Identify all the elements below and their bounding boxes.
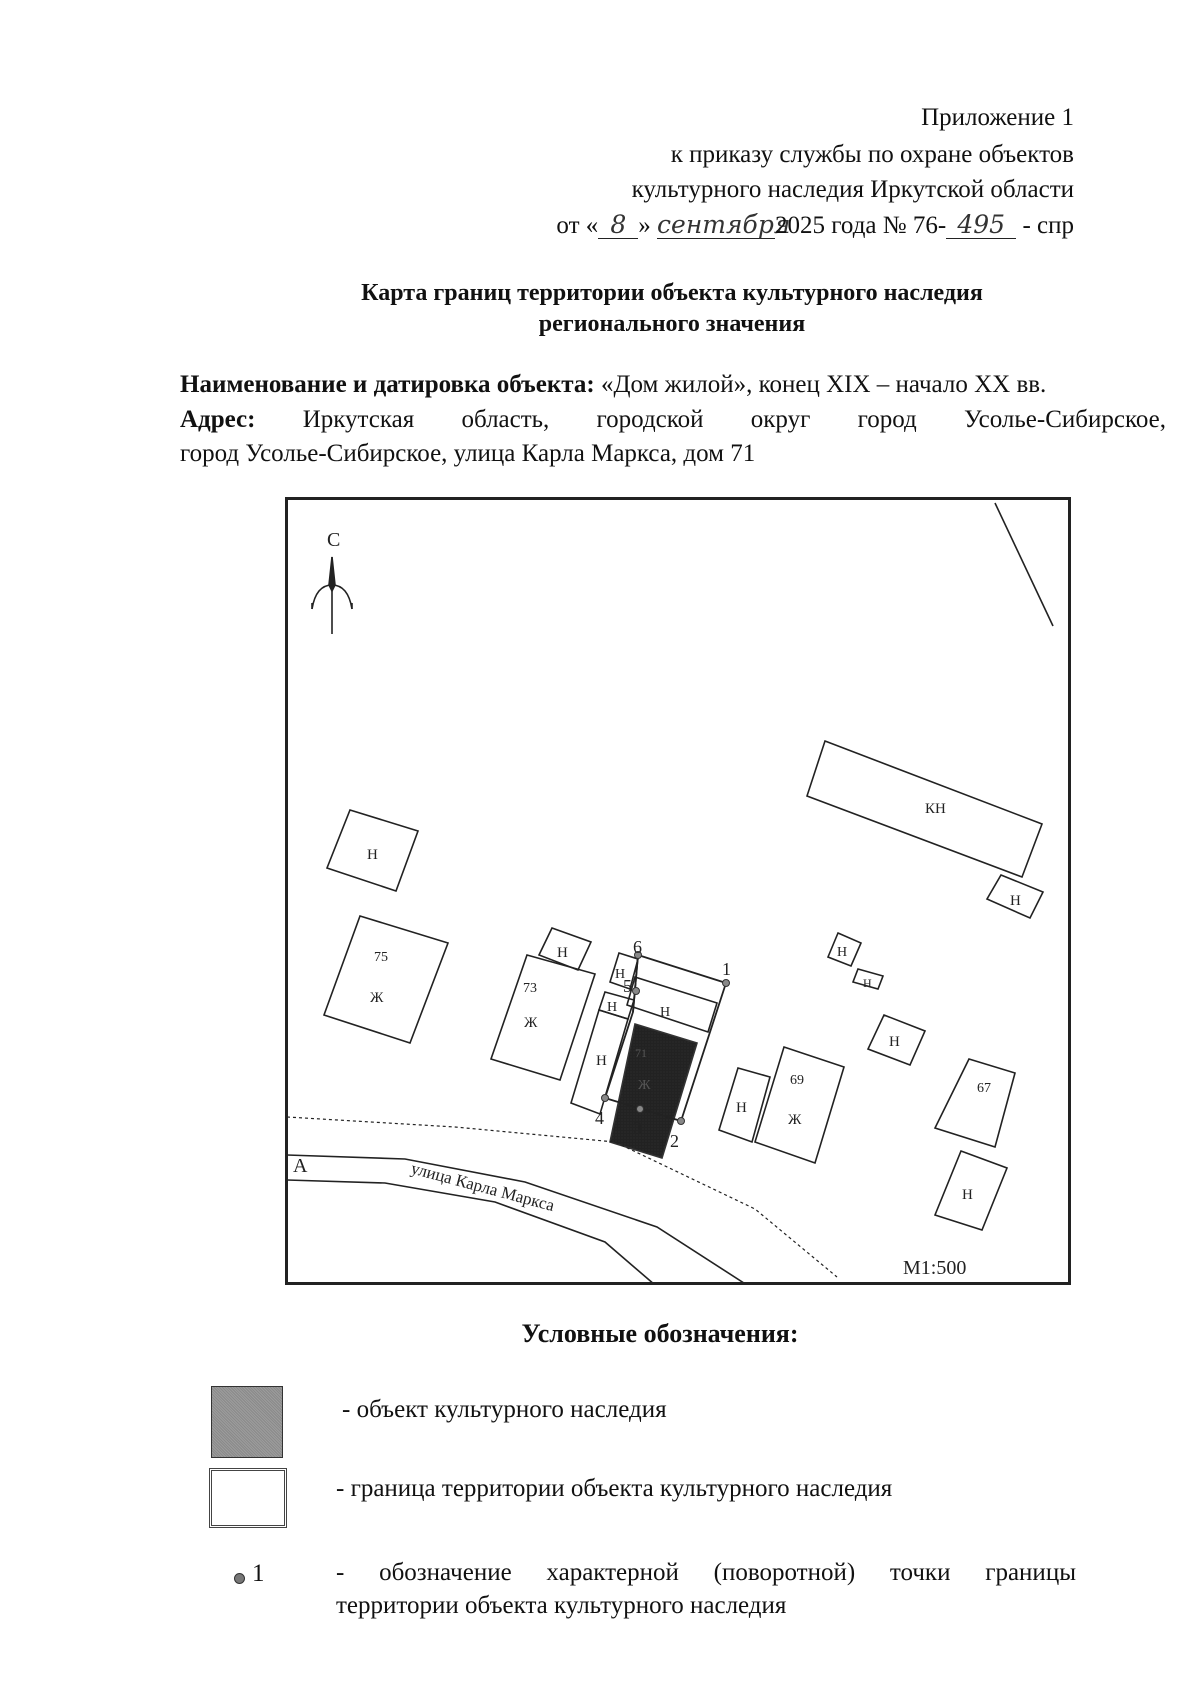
building-75	[324, 916, 448, 1043]
boundary-point-4	[602, 1095, 609, 1102]
object-address-line1	[180, 404, 1166, 436]
object-name-label: Наименование и датировка объекта:	[180, 371, 595, 398]
boundary-point-5	[633, 988, 640, 995]
building-67	[935, 1059, 1015, 1147]
building-h-11-label: Н	[736, 1100, 747, 1116]
point-label-3: 3	[633, 1118, 642, 1138]
object-name	[180, 369, 1195, 401]
building-h-9-label: Н	[863, 976, 872, 990]
map-scale: М1:500	[903, 1257, 967, 1279]
north-arrow-icon	[312, 529, 352, 634]
map-title-line1: Карта границ территории объекта культурного наследия	[361, 280, 983, 306]
legend-boundary-text: - граница территории объекта культурного наследия	[336, 1475, 893, 1502]
street-edge-lower	[287, 1180, 655, 1285]
date-year: 2025 года № 76-	[775, 212, 947, 239]
building-h-5-label: Н	[607, 1000, 618, 1015]
north-label: С	[327, 529, 341, 551]
building-67-number: 67	[977, 1081, 991, 1096]
order-number: 495	[946, 212, 1016, 239]
building-h-10-label: Н	[889, 1034, 900, 1050]
object-name-value: «Дом жилой», конец XIX – начало XX вв.	[600, 371, 1047, 398]
building-69	[755, 1047, 844, 1163]
street-name-label: улица Карла Маркса	[408, 1158, 557, 1216]
boundary-point-1	[723, 980, 730, 987]
legend-point-symbol-label: 1	[252, 1560, 265, 1587]
boundary-point-3	[637, 1106, 644, 1113]
building-h-4-label: Н	[615, 967, 626, 982]
building-73-number: 73	[523, 981, 537, 996]
building-75-type: Ж	[370, 990, 384, 1006]
order-suffix: - спр	[1022, 212, 1074, 239]
legend-heritage-text: - объект культурного наследия	[342, 1396, 667, 1423]
date-day: 8	[598, 212, 638, 239]
building-h-3-label: Н	[557, 945, 568, 961]
point-a-label: А	[293, 1155, 308, 1177]
header-agency-line: культурного наследия Иркутской области	[631, 176, 1074, 203]
heritage-object-type: Ж	[638, 1078, 651, 1093]
header-appendix: Приложение 1	[921, 104, 1074, 131]
building-h-2-label: Н	[1010, 893, 1021, 909]
date-prefix: от «	[556, 212, 599, 239]
legend-point-text-line2: территории объекта культурного наследия	[336, 1592, 787, 1619]
legend-point-text-line1: - обозначение характерной (поворотной) точки границы	[336, 1559, 1076, 1586]
building-75-number: 75	[374, 950, 388, 965]
building-h-12-label: Н	[962, 1187, 973, 1203]
building-h-8-label: Н	[837, 945, 848, 960]
legend-heritage-swatch	[211, 1386, 283, 1458]
map-frame	[287, 499, 1070, 1284]
point-label-4: 4	[595, 1108, 604, 1128]
point-label-6: 6	[633, 937, 642, 957]
building-kn-label: КН	[925, 801, 946, 817]
boundary-point-2	[678, 1118, 685, 1125]
object-address-line2: город Усолье-Сибирское, улица Карла Маркса, дом 71	[180, 440, 756, 467]
building-73	[491, 955, 595, 1080]
building-h-6-label: Н	[596, 1053, 607, 1069]
date-mid: »	[638, 212, 651, 239]
heritage-object-number: 71	[635, 1046, 647, 1060]
map-title-line2: регионального значения	[538, 311, 806, 337]
header-order-line: к приказу службы по охране объектов	[670, 141, 1074, 168]
point-label-2: 2	[670, 1131, 679, 1151]
building-h-7-label: Н	[660, 1005, 671, 1020]
building-73-type: Ж	[524, 1015, 538, 1031]
legend-boundary-swatch	[209, 1468, 287, 1528]
legend-title: Условные обозначения:	[521, 1319, 799, 1348]
building-h-1-label: Н	[367, 847, 378, 863]
point-label-5: 5	[623, 976, 632, 996]
building-69-number: 69	[790, 1073, 804, 1088]
point-label-1: 1	[722, 959, 731, 979]
boundary-map	[285, 497, 1071, 1285]
street-edge-upper	[287, 1155, 747, 1285]
building-h-7	[627, 977, 717, 1032]
object-address-text1: Иркутская область, городской округ город Усолье-Сибирское,	[302, 406, 1166, 433]
header-date-line	[556, 211, 1074, 241]
date-month: сентября	[657, 210, 791, 239]
legend-point-symbol	[234, 1573, 245, 1584]
object-address-label: Адрес:	[180, 406, 256, 433]
building-69-type: Ж	[788, 1112, 802, 1128]
